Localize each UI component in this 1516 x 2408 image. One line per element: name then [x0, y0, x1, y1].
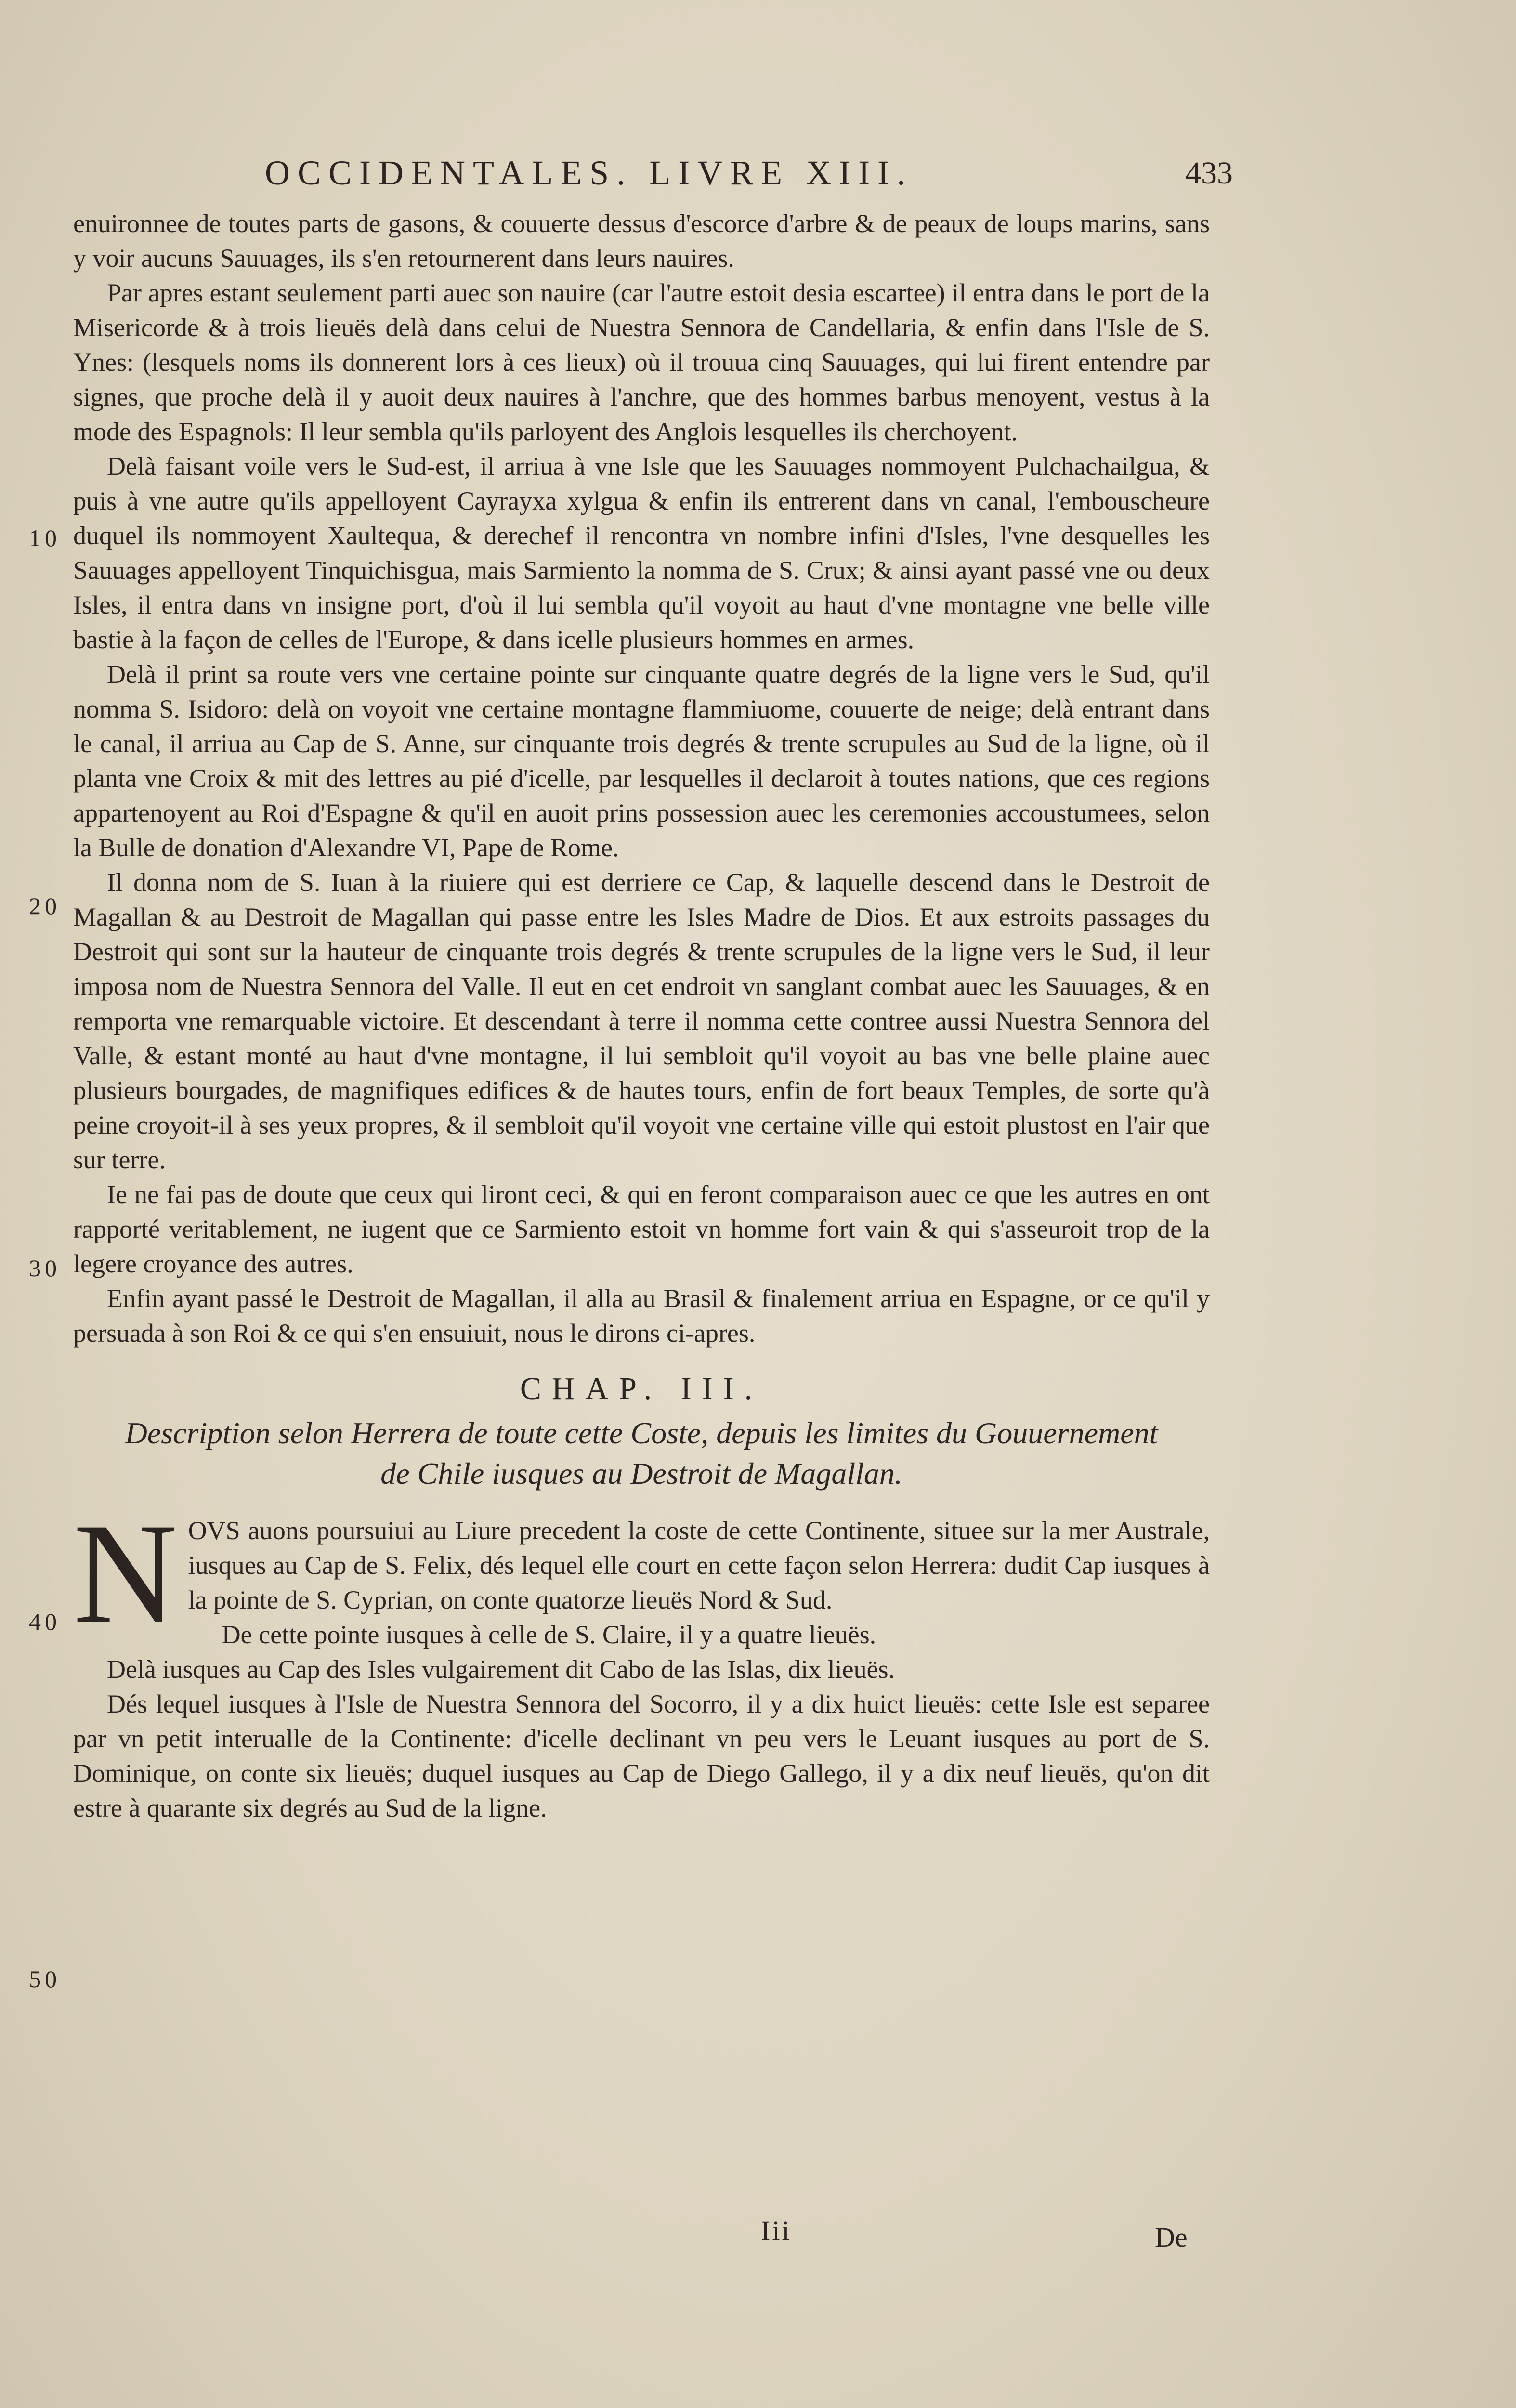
line-number-marker: 40	[29, 1608, 61, 1635]
paragraph: Par apres estant seulement parti auec son nauire (car l'autre estoit desia escartee) il entra dans le port de la Misericorde & à trois lieuës delà dans celui de Nuestra Sennora de Candellaria, & enfin dans l'Isle de S. Ynes: (lesquels noms ils donnerent lors à ces lieux) où il trouua cinq Sauuages, qui lui firent entendre par signes, que proche delà il y auoit deux nauires à l'anchre, que des hommes barbus menoyent, vestus à la mode des Espagnols: Il leur sembla qu'ils parloyent des Anglois lesquelles ils cherchoyent.	[73, 278, 1210, 446]
line-number-marker: 10	[29, 524, 61, 551]
body-text	[73, 206, 1210, 1825]
paragraph: Delà il print sa route vers vne certaine pointe sur cinquante quatre degrés de la ligne vers le Sud, qu'il nomma S. Isidoro: delà on voyoit vne certaine montagne flammiuome, couuerte de neige; delà entrant dans le canal, il arriua au Cap de S. Anne, sur cinquante trois degrés & trente scrupules au Sud de la ligne, où il planta vne Croix & mit des lettres au pié d'icelle, par lesquelles il declaroit à toutes nations, que ces regions appartenoyent au Roi d'Espagne & qu'il en auoit prins possession auec les ceremonies accoustumees, selon la Bulle de donation d'Alexandre VI, Pape de Rome.	[73, 660, 1210, 862]
line-number-marker: 50	[29, 1965, 61, 1992]
drop-cap: N	[73, 1493, 178, 1653]
line-number-marker: 30	[29, 1255, 61, 1282]
signature-mark: Iii	[761, 2215, 792, 2246]
catchword: De	[1155, 2222, 1188, 2253]
first-paragraph-text: OVS auons poursuiui au Liure precedent la coste de cette Continente, situee sur la mer Australe, iusques au Cap de S. Felix, dés lequel elle court en cette façon selon Herrera: dudit Cap iusques à la pointe de S. Cyprian, on conte quatorze lieuës Nord & Sud.	[188, 1516, 1210, 1614]
chapter-title: CHAP. III.	[520, 1371, 763, 1406]
paragraph: enuironnee de toutes parts de gasons, & couuerte dessus d'escorce d'arbre & de peaux de loups marins, sans y voir aucuns Sauuages, ils s'en retournerent dans leurs nauires.	[73, 209, 1210, 273]
running-head: OCCIDENTALES. LIVRE XIII.	[265, 154, 914, 192]
paragraph: Il donna nom de S. Iuan à la riuiere qui est derriere ce Cap, & laquelle descend dans le Destroit de Magallan & au Destroit de Magallan qui passe entre les Isles Madre de Dios. Et aux estroits passages du Destroit qui sont sur la hauteur de cinquante trois degrés & trente scrupules de la ligne vers le Sud, il leur imposa nom de Nuestra Sennora del Valle. Il eut en cet endroit vn sanglant combat auec les Sauuages, & en remporta vne remarquable victoire. Et descendant à terre il nomma cette contree aussi Nuestra Sennora del Valle, & estant monté au haut d'vne montagne, il lui sembloit qu'il voyoit au bas vne belle plaine auec plusieurs bourgades, de magnifiques edifices & de hautes tours, enfin de fort beaux Temples, de sorte qu'à peine croyoit-il à ses yeux propres, & il sembloit qu'il voyoit vne certaine ville qui estoit plustost en l'air que sur terre.	[73, 868, 1210, 1174]
page-number: 433	[1185, 156, 1233, 191]
paragraph: Ie ne fai pas de doute que ceux qui liront ceci, & qui en feront comparaison auec ce que les autres en ont rapporté veritablement, ne iugent que ce Sarmiento estoit vn homme fort vain & qui s'asseuroit trop de la legere croyance des autres.	[73, 1180, 1210, 1278]
paragraph: De cette pointe iusques à celle de S. Claire, il y a quatre lieuës.	[222, 1620, 876, 1649]
line-number-marker: 20	[29, 892, 61, 919]
chapter-subtitle: Description selon Herrera de toute cette Coste, depuis les limites du Gouuernement de Chile iusques au Destroit de Magallan.	[125, 1416, 1158, 1491]
page-header	[265, 153, 1233, 206]
paragraph: Delà iusques au Cap des Isles vulgairement dit Cabo de las Islas, dix lieuës.	[107, 1655, 895, 1684]
paragraph: Delà faisant voile vers le Sud-est, il arriua à vne Isle que les Sauuages nommoyent Pulchachailgua, & puis à vne autre qu'ils appelloyent Cayrayxa xylgua & enfin ils entrerent dans vn canal, l'embouscheure duquel ils nommoyent Xaultequa, & derechef il rencontra vn nombre infini d'Isles, l'vne desquelles les Sauuages appelloyent Tinquichisgua, mais Sarmiento la nomma de S. Crux; & ainsi ayant passé vne ou deux Isles, il entra dans vn insigne port, d'où il lui sembla qu'il voyoit au haut d'vne montagne vne belle ville bastie à la façon de celles de l'Europe, & dans icelle plusieurs hommes en armes.	[73, 452, 1210, 654]
paragraph: Enfin ayant passé le Destroit de Magallan, il alla au Brasil & finalement arriua en Espagne, or ce qu'il y persuada à son Roi & ce qui s'en ensuiuit, nous le dirons ci-apres.	[73, 1284, 1210, 1348]
paragraph: Dés lequel iusques à l'Isle de Nuestra Sennora del Socorro, il y a dix huict lieuës: cette Isle est separee par vn petit interualle de la Continente: d'icelle declinant vn peu vers le Leuant iusques au port de S. Dominique, on conte six lieuës; duquel iusques au Cap de Diego Gallego, il y a dix neuf lieuës, qu'on dit estre à quarante six degrés au Sud de la ligne.	[73, 1689, 1210, 1822]
